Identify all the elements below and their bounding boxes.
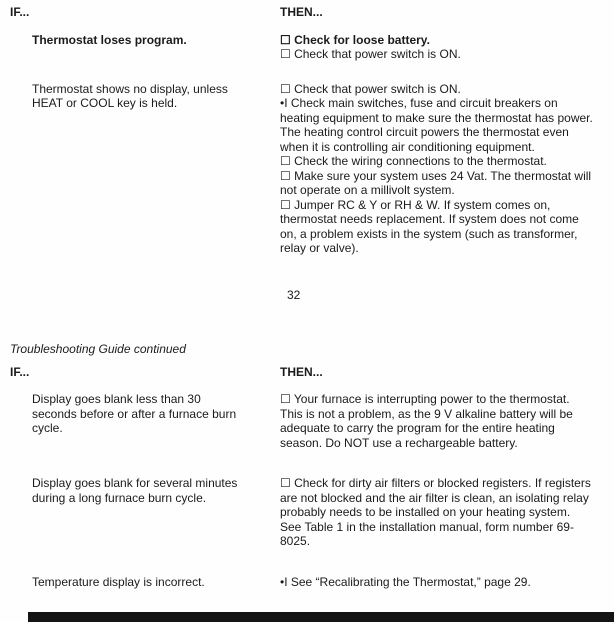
if-cell: Thermostat loses program.	[32, 32, 187, 47]
table-row	[0, 575, 614, 590]
if-cell: Thermostat shows no display, unless HEAT or COOL key is held.	[32, 81, 228, 110]
then-item: ☐ Check that power switch is ON.	[280, 81, 461, 96]
table-row	[0, 476, 614, 549]
then-column-header: THEN...	[280, 5, 323, 19]
table-header-row	[0, 5, 614, 20]
table-row	[0, 82, 614, 256]
then-cell	[268, 575, 614, 590]
then-item: ☐ Check that power switch is ON.	[280, 47, 461, 61]
then-item: •I See “Recalibrating the Thermostat,” page 29.	[280, 574, 531, 589]
then-item: ☐ Check the wiring connections to the thermostat.	[280, 154, 547, 168]
then-cell	[268, 392, 614, 450]
then-item: •I Check main switches, fuse and circuit breakers on heating equipment to make sure the thermostat has power. The heating control circuit powers the thermostat even when it is controlling air conditioning equipment.	[280, 96, 593, 154]
then-column-header: THEN...	[280, 364, 323, 379]
if-cell: Temperature display is incorrect.	[32, 574, 205, 589]
then-item: ☐ Make sure your system uses 24 Vat. The thermostat will not operate on a millivolt system.	[280, 168, 592, 197]
if-column-header: IF...	[10, 364, 30, 379]
troubleshooting-table-2	[0, 365, 614, 590]
page-number: 32	[287, 287, 301, 302]
if-cell: Display goes blank less than 30 seconds before or after a furnace burn cycle.	[32, 392, 237, 435]
if-cell: Display goes blank for several minutes during a long furnace burn cycle.	[32, 476, 238, 505]
then-item: ☐ Your furnace is interrupting power to the thermostat. This is not a problem, as the 9 V alkaline battery will be adequate to carry the program for the entire heating season. Do NOT use a rechargeable battery.	[280, 392, 573, 450]
then-item: ☐ Check for dirty air filters or blocked registers. If registers are not blocked and the air filter is clean, an isolating relay probably needs to be installed on your heating system. See Table 1 in the installation manual, form number 69-8025.	[280, 476, 591, 548]
then-cell	[268, 82, 614, 256]
table-header-row	[0, 365, 614, 380]
table-row	[0, 33, 614, 62]
continued-caption: Troubleshooting Guide continued	[10, 342, 186, 356]
scan-artifact-bar	[28, 612, 614, 622]
then-item: ☐ Jumper RC & Y or RH & W. If system comes on, thermostat needs replacement. If system does not come on, a problem exists in the system (such as transformer, relay or valve).	[280, 197, 579, 255]
table-row	[0, 392, 614, 450]
if-column-header: IF...	[10, 5, 30, 19]
then-item: ☐ Check for loose battery.	[280, 32, 430, 47]
then-cell	[268, 476, 614, 549]
troubleshooting-table-1	[0, 5, 614, 256]
then-cell	[268, 33, 614, 62]
